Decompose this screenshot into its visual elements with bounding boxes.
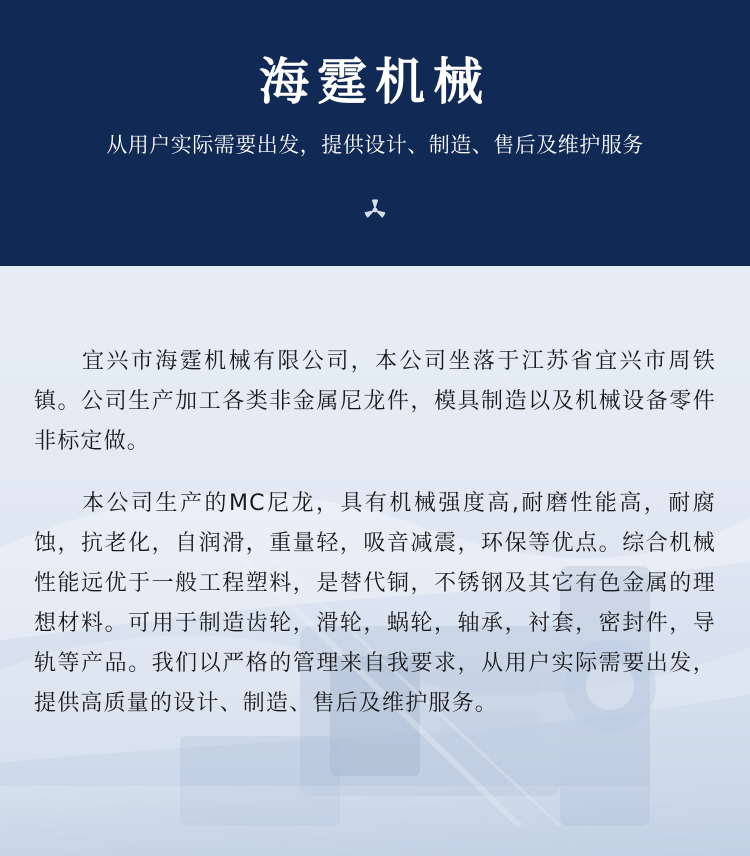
company-tagline: 从用户实际需要出发，提供设计、制造、售后及维护服务 <box>106 133 644 157</box>
intro-paragraph-product: 本公司生产的MC尼龙，具有机械强度高,耐磨性能高，耐腐蚀，抗老化，自润滑，重量轻，吸音减震，环保等优点。综合机械性能远优于一般工程塑料，是替代铜，不锈钢及其它有色金属的理想材料。可用于制造齿轮，滑轮，蜗轮，轴承，衬套，密封件，导轨等产品。我们以严格的管理来自我要求，从用户实际需要出发，提供高质量的设计、制造、售后及维护服务。 <box>34 491 716 716</box>
trefoil-icon <box>362 197 388 223</box>
intro-paragraph-company: 宜兴市海霆机械有限公司，本公司坐落于江苏省宜兴市周铁镇。公司生产加工各类非金属尼龙件，模具制造以及机械设备零件非标定做。 <box>34 349 716 454</box>
company-title: 海霆机械 <box>259 53 491 111</box>
company-intro-section <box>0 266 750 856</box>
hero-banner <box>0 0 750 266</box>
